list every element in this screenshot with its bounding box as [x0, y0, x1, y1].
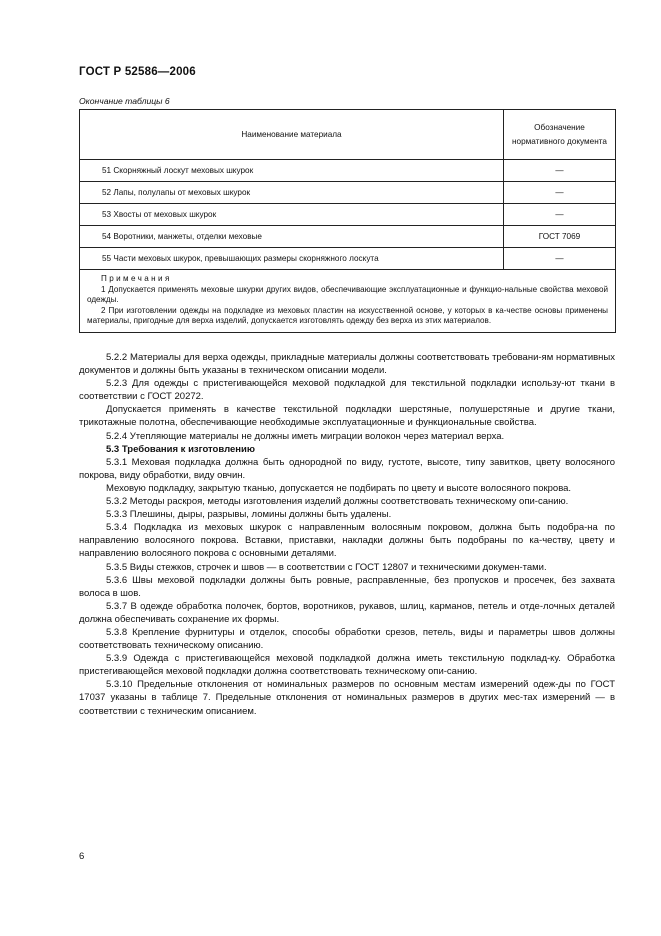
material-name: 54 Воротники, манжеты, отделки меховые: [80, 226, 504, 248]
paragraph-5-2-2: 5.2.2 Материалы для верха одежды, прикладные материалы должны соответствовать требовани-ям нормативных документов и должны быть указаны в техническом описании модели.: [79, 352, 615, 377]
paragraph-5-3-5: 5.3.5 Виды стежков, строчек и швов — в соответствии с ГОСТ 12807 и техническими докумен-тами.: [106, 561, 547, 573]
material-name: 55 Части меховых шкурок, превышающих размеры скорняжного лоскута: [80, 248, 504, 270]
note-2: 2 При изготовлении одежды на подкладке из меховых пластин на искусственной основе, у которых в ка-честве основы применены материалы, пригодные для верха изделий, допускается изготовлять одежду без верха из этих материалов.: [87, 305, 608, 326]
body-text: [79, 351, 615, 718]
material-ref: ГОСТ 7069: [504, 226, 616, 248]
paragraph-5-3-2: 5.3.2 Методы раскроя, методы изготовления изделий должны соответствовать техническому опи-санию.: [106, 496, 569, 508]
paragraph-5-3-8: 5.3.8 Крепление фурнитуры и отделок, способы обработки срезов, петель, виды и параметры швов должны соответствовать техническому описанию.: [79, 626, 615, 652]
table-row: [80, 182, 616, 204]
paragraph-5-2-4: 5.2.4 Утепляющие материалы не должны иметь миграции волокон через материал верха.: [106, 430, 505, 442]
page-number: 6: [79, 851, 85, 862]
paragraph-5-3-9: 5.3.9 Одежда с пристегивающейся меховой подкладкой должна иметь текстильную подклад-ку. Обработка пристегивающейся меховой подкладки должна соответствовать техническому опи-санию.: [79, 653, 615, 678]
paragraph-5-2-3: 5.2.3 Для одежды с пристегивающейся меховой подкладкой для текстильной подкладки использу-ют ткани в соответствии с ГОСТ 20272.: [79, 378, 615, 403]
material-ref: —: [504, 204, 616, 226]
column-header-ref: [504, 110, 616, 160]
table-caption: Окончание таблицы 6: [79, 96, 170, 106]
paragraph-5-3-7: 5.3.7 В одежде обработка полочек, бортов, воротников, рукавов, шлиц, карманов, петель и отде-лочных деталей должна обеспечивать сохранение их формы.: [79, 600, 615, 625]
table-header-row: [80, 110, 616, 160]
table-row: [80, 226, 616, 248]
material-ref: —: [504, 160, 616, 182]
table-notes-row: [80, 270, 616, 333]
materials-table: [79, 109, 616, 333]
section-heading-5-3: 5.3 Требования к изготовлению: [106, 443, 255, 455]
paragraph-5-3-4: 5.3.4 Подкладка из меховых шкурок с направленным волосяным покровом, должна быть подобра-на по направлению волосяного покрова. Вставки, приставки, накладки должны быть подобраны по ка-честву, цвету и направлению волосяного покрова с основными деталями.: [79, 522, 615, 560]
material-name: 51 Скорняжный лоскут меховых шкурок: [80, 160, 504, 182]
table-notes: [80, 270, 616, 333]
material-name: 53 Хвосты от меховых шкурок: [80, 204, 504, 226]
material-name: 52 Лапы, полулапы от меховых шкурок: [80, 182, 504, 204]
material-ref: —: [504, 248, 616, 270]
column-header-ref-line2: нормативного документа: [512, 136, 607, 146]
notes-title: Примечания: [101, 274, 172, 283]
paragraph: Меховую подкладку, закрытую тканью, допускается не подбирать по цвету и высоте волосяного покрова.: [106, 482, 572, 494]
paragraph-5-3-10: 5.3.10 Предельные отклонения от номинальных размеров по основным местам измерений одеж-ды по ГОСТ 17037 указаны в таблице 7. Предельные отклонения от номинальных размеров в других мес-тах измерений — в соответствии с техническим описанием.: [79, 679, 615, 717]
note-1: 1 Допускается применять меховые шкурки других видов, обеспечивающие эксплуатационные и функцио-нальные свойства меховой одежды.: [87, 284, 608, 305]
table-row: [80, 248, 616, 270]
table-row: [80, 160, 616, 182]
column-header-name: Наименование материала: [80, 110, 504, 160]
paragraph: Допускается применять в качестве текстильной подкладки шерстяные, полушерстяные и другие ткани, трикотажные полотна, обеспечивающие необходимые эксплуатационные и функциональные свойства.: [79, 404, 615, 429]
paragraph-5-3-6: 5.3.6 Швы меховой подкладки должны быть ровные, расправленные, без пропусков и просечек, без захвата волоса в шов.: [79, 574, 615, 599]
material-ref: —: [504, 182, 616, 204]
column-header-ref-line1: Обозначение: [534, 122, 585, 132]
table-row: [80, 204, 616, 226]
paragraph-5-3-3: 5.3.3 Плешины, дыры, разрывы, ломины должны быть удалены.: [106, 509, 392, 521]
paragraph-5-3-1: 5.3.1 Меховая подкладка должна быть однородной по виду, густоте, высоте, типу завитков, цвету волосяного покрова, виду обработки, виду овчин.: [79, 456, 615, 481]
document-header: ГОСТ Р 52586—2006: [79, 66, 196, 78]
